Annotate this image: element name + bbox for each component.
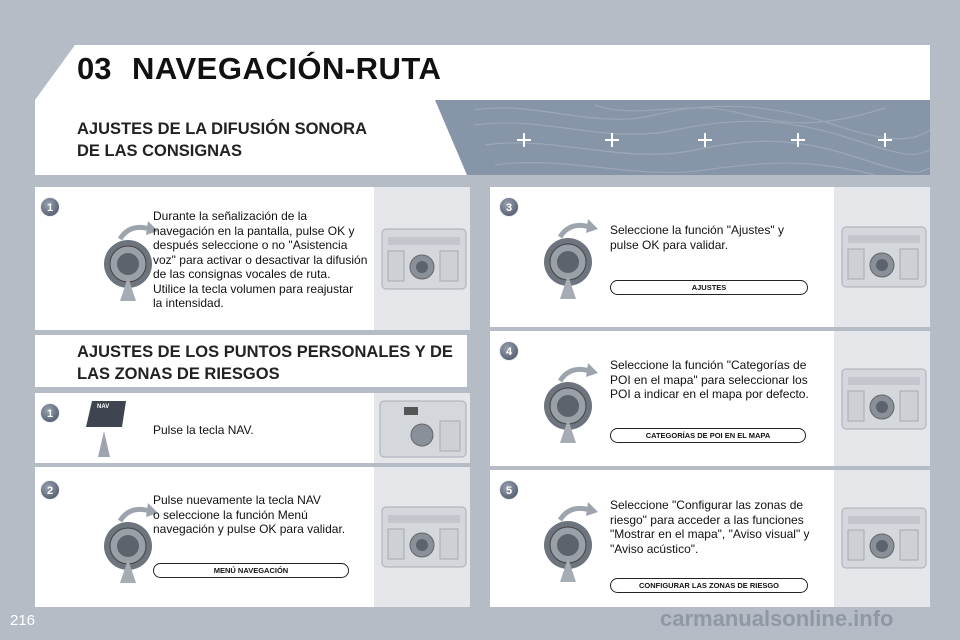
radio-unit-illustration bbox=[374, 467, 470, 607]
text-line: Seleccione la función "Ajustes" y bbox=[610, 223, 784, 237]
text-line: riesgo" para acceder a las funciones bbox=[610, 512, 804, 527]
left-panel-1 bbox=[35, 187, 470, 330]
categorias-poi-button[interactable]: CATEGORÍAS DE POI EN EL MAPA bbox=[610, 428, 806, 443]
section-title-box-2 bbox=[35, 335, 467, 387]
section-2-title-line-1: AJUSTES DE LOS PUNTOS PERSONALES Y DE bbox=[77, 343, 453, 361]
radio-unit-illustration bbox=[834, 470, 930, 607]
step-badge: 5 bbox=[499, 480, 519, 500]
left-panel-3-text bbox=[153, 493, 345, 537]
ajustes-button[interactable]: AJUSTES bbox=[610, 280, 808, 295]
radio-unit-image bbox=[374, 187, 470, 330]
right-panel-4 bbox=[490, 331, 930, 466]
step-badge: 1 bbox=[40, 197, 60, 217]
left-panel-2-text bbox=[153, 423, 254, 438]
configurar-zonas-riesgo-button[interactable]: CONFIGURAR LAS ZONAS DE RIESGO bbox=[610, 578, 808, 593]
section-1-title bbox=[77, 118, 367, 162]
radio-unit-illustration bbox=[374, 393, 470, 463]
text-line: Utilice la tecla volumen para reajustar bbox=[153, 281, 354, 296]
right-panel-3 bbox=[490, 187, 930, 327]
rotary-knob-icon bbox=[540, 217, 600, 302]
right-panel-5 bbox=[490, 470, 930, 607]
text-line: "Aviso acústico". bbox=[610, 541, 699, 556]
text-line: navegación y pulse OK para validar. bbox=[153, 522, 346, 536]
text-line: POI a indicar en el mapa por defecto. bbox=[610, 387, 809, 401]
step-badge: 4 bbox=[499, 341, 519, 361]
nav-key-label: NAV bbox=[97, 404, 110, 410]
text-line: Seleccione la función "Categorías de bbox=[610, 358, 807, 372]
text-line: POI en el mapa" para seleccionar los bbox=[610, 372, 808, 387]
text-line: de las consignas vocales de ruta. bbox=[153, 267, 331, 281]
rotary-knob-icon bbox=[100, 501, 160, 586]
text-line: Seleccione "Configurar las zonas de bbox=[610, 498, 804, 512]
left-panel-3 bbox=[35, 467, 470, 607]
chapter-header bbox=[35, 45, 930, 100]
page-number: 216 bbox=[10, 612, 36, 629]
nav-key-icon bbox=[80, 397, 140, 461]
right-panel-4-text bbox=[610, 358, 809, 402]
text-line: voz" para activar o desactivar la difusión bbox=[153, 252, 368, 267]
text-line: Pulse nuevamente la tecla NAV bbox=[153, 493, 321, 507]
section-2-title-line-2: LAS ZONAS DE RIESGOS bbox=[77, 365, 280, 383]
menu-navegacion-button[interactable]: MENÚ NAVEGACIÓN bbox=[153, 563, 349, 578]
text-line: Durante la señalización de la bbox=[153, 209, 308, 223]
left-panel-1-text bbox=[153, 209, 367, 311]
rotary-knob-icon bbox=[540, 500, 600, 585]
text-line: o seleccione la función Menú bbox=[153, 507, 308, 522]
header-corner bbox=[35, 45, 75, 100]
step-badge: 3 bbox=[499, 197, 519, 217]
text-line: pulse OK para validar. bbox=[610, 237, 729, 252]
watermark: carmanualsonline.info bbox=[660, 606, 894, 631]
right-panel-5-text bbox=[610, 498, 810, 556]
left-panel-2 bbox=[35, 393, 470, 463]
text-line: "Mostrar en el mapa", "Aviso visual" y bbox=[610, 527, 810, 541]
text-line: navegación en la pantalla, pulse OK y bbox=[153, 223, 355, 238]
text-line: la intensidad. bbox=[153, 296, 224, 310]
step-badge: 1 bbox=[40, 403, 60, 423]
radio-unit-image bbox=[834, 331, 930, 466]
radio-unit-image bbox=[834, 470, 930, 607]
text-line: Pulse la tecla NAV. bbox=[153, 423, 254, 437]
radio-unit-image bbox=[374, 467, 470, 607]
radio-unit-illustration bbox=[374, 187, 470, 330]
rotary-knob-icon bbox=[100, 219, 160, 304]
chapter-number: 03 bbox=[77, 51, 112, 86]
radio-unit-image bbox=[374, 393, 470, 463]
text-line: después seleccione o no "Asistencia bbox=[153, 238, 348, 252]
section-1-title-line-2: DE LAS CONSIGNAS bbox=[77, 142, 243, 160]
radio-unit-image bbox=[834, 187, 930, 327]
section-2-title bbox=[77, 341, 453, 385]
radio-unit-illustration bbox=[834, 331, 930, 466]
rotary-knob-icon bbox=[540, 361, 600, 446]
section-title-box-1 bbox=[35, 100, 467, 175]
section-1-title-line-1: AJUSTES DE LA DIFUSIÓN SONORA bbox=[77, 120, 367, 138]
chapter-title: NAVEGACIÓN-RUTA bbox=[132, 51, 442, 86]
radio-unit-illustration bbox=[834, 187, 930, 327]
step-badge: 2 bbox=[40, 480, 60, 500]
right-panel-3-text bbox=[610, 223, 784, 252]
